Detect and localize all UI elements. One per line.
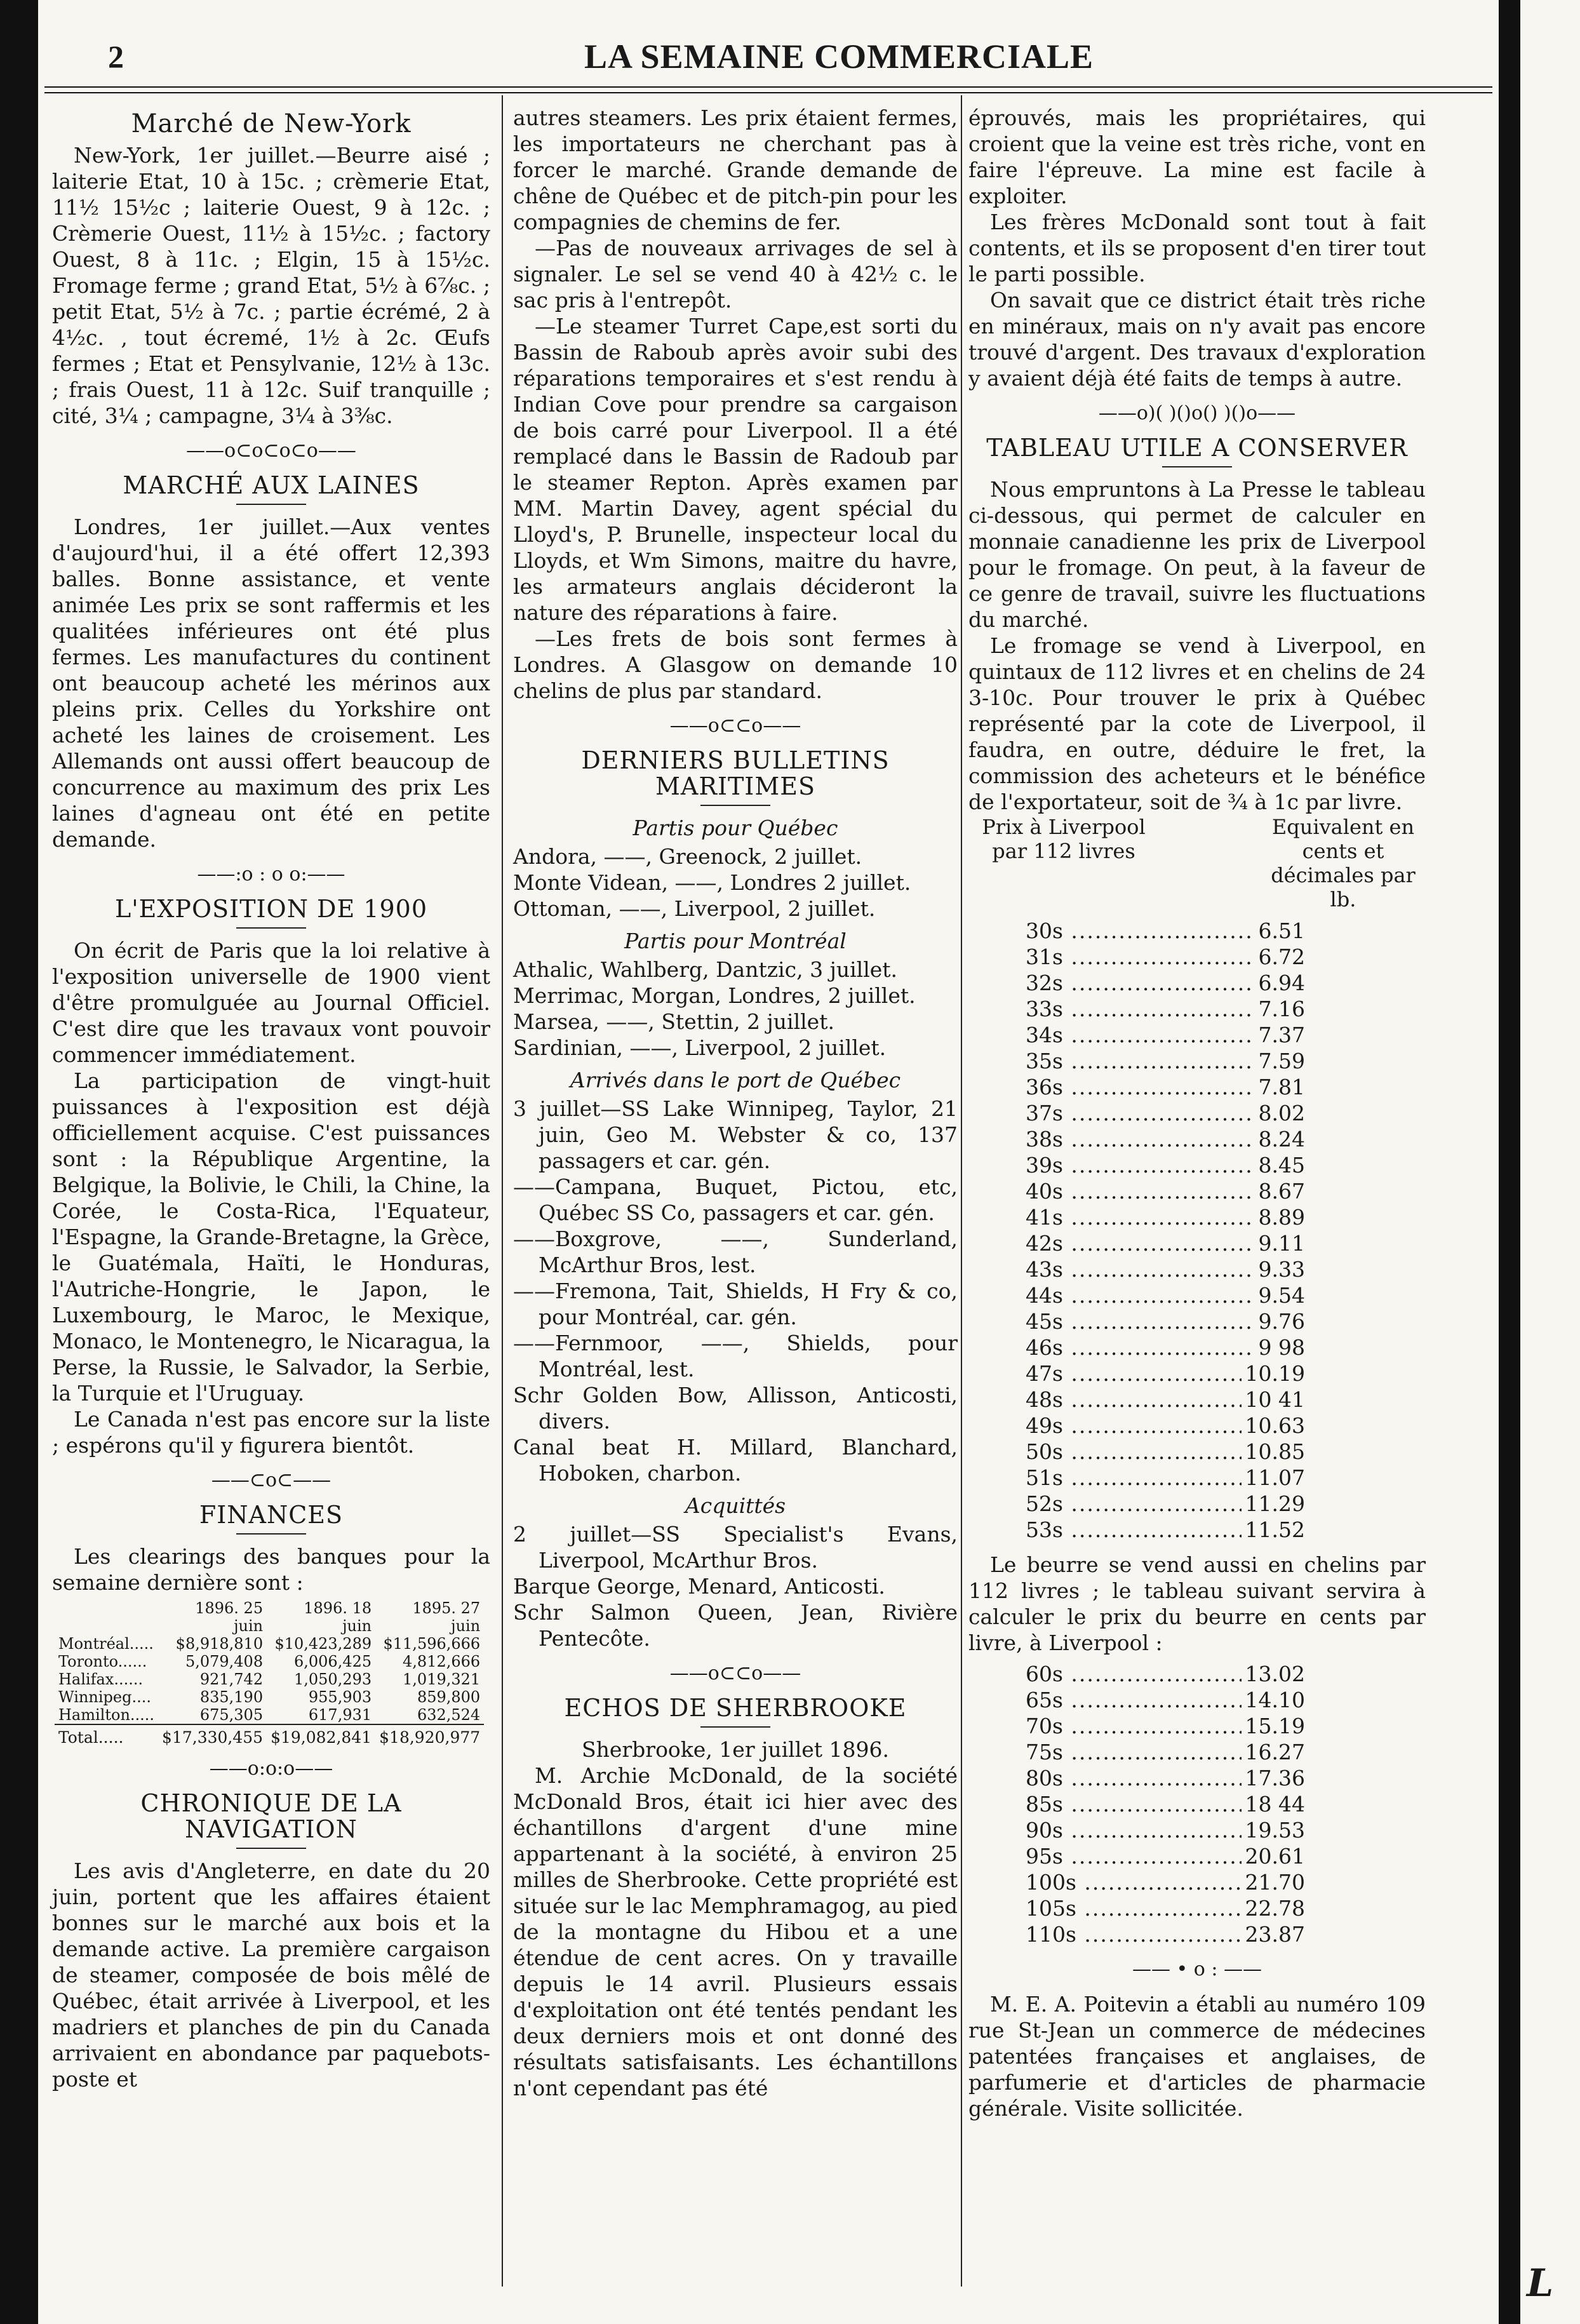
price-shillings: 80s .....	[1026, 1765, 1242, 1791]
column-rule	[502, 95, 503, 2287]
article-text-district: On savait que ce district était très riche en minéraux, mais on n'y avait pas encore trouvé d'argent. Des travaux d'exploration y avaient déjà été faits de temps à autre.	[968, 288, 1426, 391]
price-shillings: 100s .....	[1026, 1869, 1242, 1895]
price-row	[1026, 1713, 1305, 1739]
price-shillings: 51s .....	[1026, 1465, 1242, 1491]
table-cell: $11,596,666	[383, 1635, 481, 1653]
article-text-beurre: Le beurre se vend aussi en chelins par 112 livres ; le tableau suivant servira à calculer le prix du beurre en cents par livre, à Liverpool :	[968, 1552, 1426, 1655]
scan-right-edge	[1499, 0, 1520, 2324]
scan-left-edge	[0, 0, 38, 2324]
ornament: ——o:o:o——	[209, 1757, 333, 1780]
price-row	[1026, 1843, 1305, 1869]
table-cell: 859,800	[417, 1688, 481, 1706]
article-title-exposition: L'EXPOSITION DE 1900	[114, 895, 428, 923]
table-cell: 4,812,666	[403, 1653, 481, 1670]
price-cents: 9.33	[1258, 1257, 1305, 1282]
price-row	[1026, 1126, 1305, 1152]
dateline-sherbrooke: Sherbrooke, 1er juillet 1896.	[582, 1737, 889, 1762]
price-shillings: 42s .....	[1026, 1230, 1255, 1256]
short-rule	[700, 1726, 770, 1728]
list-item: Canal beat H. Millard, Blanchard, Hoboken, charbon.	[513, 1435, 958, 1486]
price-row	[1026, 918, 1305, 944]
list-item: ——Campana, Buquet, Pictou, etc, Québec SS Co, passagers et car. gén.	[513, 1174, 958, 1225]
table-cell: $19,082,841	[267, 1724, 375, 1747]
price-shillings: 70s .....	[1026, 1713, 1242, 1739]
table-cell: 6,006,425	[293, 1653, 372, 1670]
column-1	[52, 105, 490, 2092]
beurre-price-table	[968, 1661, 1426, 1947]
table-cell: Winnipeg....	[58, 1688, 151, 1706]
list-item: 3 juillet—SS Lake Winnipeg, Taylor, 21 juin, Geo M. Webster & co, 137 passagers et car. gén.	[513, 1096, 958, 1173]
price-row	[1026, 1491, 1305, 1517]
price-row	[1026, 1282, 1305, 1308]
price-shillings: 44s .....	[1026, 1282, 1255, 1308]
table-row	[55, 1670, 484, 1688]
price-row	[1026, 1152, 1305, 1178]
list-item: Barque George, Menard, Anticosti.	[513, 1574, 885, 1599]
list-item: Schr Salmon Queen, Jean, Rivière Pentecôte.	[513, 1600, 958, 1651]
table-cell: 675,305	[199, 1706, 264, 1724]
price-cents: 6.51	[1258, 918, 1305, 943]
price-row	[1026, 1921, 1305, 1947]
article-text-tableau-2: Le fromage se vend à Liverpool, en quintaux de 112 livres et en chelins de 24 3-10c. Pour trouver le prix à Québec représenté par la cote de Liverpool, il faudra, en outre, déduire le fret, la commission des acheteurs et le bénéfice de l'exportateur, soit de ¾ à 1c par livre.	[968, 633, 1426, 814]
ornament: ——o⊂⊂o——	[669, 1662, 801, 1684]
table-row	[55, 1688, 484, 1706]
price-row	[1026, 1022, 1305, 1048]
price-table-header	[968, 815, 1426, 911]
price-cents: 18 44	[1245, 1792, 1305, 1817]
ornament: —— • o : ——	[1132, 1958, 1262, 1980]
subheading-acquittes: Acquittés	[685, 1493, 786, 1518]
list-item: Schr Golden Bow, Allisson, Anticosti, divers.	[513, 1383, 958, 1434]
price-cents: 9 98	[1258, 1335, 1305, 1360]
price-row	[1026, 1308, 1305, 1334]
price-shillings: 39s .....	[1026, 1152, 1255, 1178]
table-cell: 1,019,321	[403, 1670, 481, 1688]
article-text-steamer: —Le steamer Turret Cape,est sorti du Bassin de Raboub après avoir subi des réparations temporaires et s'est rendu à Indian Cove pour prendre sa cargaison de bois carré pour Liverpool. Il a été remplacé dans le Bassin de Radoub par le steamer Repton. Après examen par MM. Martin Davey, agent spécial du Lloyd's, P. Brunelle, inspecteur local du Lloyds, et Wm Simons, maitre du havre, les armateurs anglais décideront la nature des réparations à faire.	[513, 314, 958, 625]
article-text-exposition-1: On écrit de Paris que la loi relative à l'exposition universelle de 1900 vient d'être promulguée au Journal Officiel. C'est dire que les travaux vont pouvoir commencer immédiatement.	[52, 938, 490, 1067]
article-text-frets: —Les frets de bois sont fermes à Londres. A Glasgow on demande 10 chelins de plus par standard.	[513, 626, 958, 703]
price-shillings: 52s .....	[1026, 1491, 1242, 1517]
table-cell: $18,920,977	[375, 1724, 484, 1747]
price-shillings: 34s .....	[1026, 1022, 1255, 1048]
price-cents: 9.76	[1258, 1309, 1305, 1334]
list-item: ——Fernmoor, ——, Shields, pour Montréal, lest.	[513, 1331, 958, 1381]
clearings-header: 1896. 18 juin	[304, 1599, 372, 1635]
table-cell: Hamilton.....	[58, 1706, 155, 1724]
price-cents: 16.27	[1245, 1740, 1305, 1764]
price-row	[1026, 1817, 1305, 1843]
price-row	[1026, 1048, 1305, 1074]
price-row	[1026, 1791, 1305, 1817]
price-shillings: 45s .....	[1026, 1308, 1255, 1334]
list-item: Monte Videan, ——, Londres 2 juillet.	[513, 870, 911, 895]
list-item: Marsea, ——, Stettin, 2 juillet.	[513, 1009, 834, 1034]
price-row	[1026, 1661, 1305, 1687]
table-cell: 835,190	[199, 1688, 264, 1706]
short-rule	[236, 504, 306, 505]
price-shillings: 110s .....	[1026, 1921, 1242, 1947]
price-cents: 6.72	[1258, 944, 1305, 969]
table-cell: 955,903	[308, 1688, 372, 1706]
price-row	[1026, 1178, 1305, 1204]
table-row	[55, 1635, 484, 1653]
column-2	[513, 105, 958, 2101]
price-cents: 7.59	[1258, 1049, 1305, 1073]
price-shillings: 46s .....	[1026, 1334, 1255, 1360]
price-row	[1026, 1256, 1305, 1282]
table-cell: Toronto......	[58, 1653, 147, 1670]
article-text-exposition-2: La participation de vingt-huit puissances à l'exposition est déjà officiellement acquise. C'est puissances sont : la République Argentine, la Belgique, la Bolivie, le Chili, la Chine, la Corée, le Costa-Rica, l'Equateur, l'Espagne, la Grande-Bretagne, la Grèce, le Guatémala, Haïti, le Honduras, l'Autriche-Hongrie, le Japon, le Luxembourg, le Maroc, le Mexique, Monaco, le Montenegro, le Nicaragua, la Perse, la Russie, le Salvador, la Serbie, la Turquie et l'Uruguay.	[52, 1068, 490, 1406]
price-shillings: 85s .....	[1026, 1791, 1242, 1817]
price-cents: 10 41	[1245, 1387, 1305, 1412]
subheading-arrives: Arrivés dans le port de Québec	[570, 1068, 901, 1092]
article-title-sherbrooke: ECHOS DE SHERBROOKE	[564, 1694, 907, 1722]
price-shillings: 32s .....	[1026, 970, 1255, 996]
ornament: ——o⊂o⊂o⊂o——	[186, 440, 356, 462]
price-row	[1026, 1895, 1305, 1921]
price-cents: 10.19	[1245, 1361, 1305, 1386]
article-title-laines: MARCHÉ AUX LAINES	[123, 471, 420, 499]
price-cents: 22.78	[1245, 1896, 1305, 1921]
price-shillings: 31s .....	[1026, 944, 1255, 970]
price-cents: 8.67	[1258, 1179, 1305, 1204]
table-cell: 617,931	[308, 1706, 372, 1724]
subheading-partis-montreal: Partis pour Montréal	[624, 929, 847, 953]
article-title-tableau: TABLEAU UTILE A CONSERVER	[986, 434, 1408, 462]
price-row	[1026, 1334, 1305, 1360]
ornament: ——o)( )()o() )()o——	[1098, 402, 1296, 424]
price-row	[1026, 1230, 1305, 1256]
list-item: Ottoman, ——, Liverpool, 2 juillet.	[513, 896, 876, 921]
price-row	[1026, 1387, 1305, 1413]
clearings-header	[55, 1599, 158, 1635]
price-shillings: 49s .....	[1026, 1413, 1242, 1439]
price-cents: 9.54	[1258, 1283, 1305, 1308]
price-shillings: 38s .....	[1026, 1126, 1255, 1152]
table-cell: 5,079,408	[185, 1653, 264, 1670]
price-cents: 7.16	[1258, 997, 1305, 1021]
table-cell: Halifax......	[58, 1670, 144, 1688]
price-shillings: 60s .....	[1026, 1661, 1242, 1687]
price-row	[1026, 1869, 1305, 1895]
price-row	[1026, 970, 1305, 996]
article-text-finances: Les clearings des banques pour la semaine dernière sont :	[52, 1544, 490, 1595]
table-cell: $8,918,810	[175, 1635, 264, 1653]
price-cents: 11.52	[1245, 1517, 1305, 1542]
short-rule	[1162, 466, 1232, 467]
price-row	[1026, 996, 1305, 1022]
price-row	[1026, 944, 1305, 970]
price-shillings: 36s .....	[1026, 1074, 1255, 1100]
price-header-right: Equivalent en cents et décimales par lb.	[1271, 815, 1416, 911]
price-shillings: 48s .....	[1026, 1387, 1242, 1413]
price-shillings: 90s .....	[1026, 1817, 1242, 1843]
price-row	[1026, 1765, 1305, 1791]
short-rule	[236, 927, 306, 929]
table-cell: $17,330,455	[158, 1724, 267, 1747]
price-shillings: 33s .....	[1026, 996, 1255, 1022]
column-rule	[961, 95, 962, 2287]
short-rule	[236, 1848, 306, 1849]
price-cents: 19.53	[1245, 1818, 1305, 1843]
article-title-navigation: CHRONIQUE DE LA NAVIGATION	[140, 1789, 402, 1843]
price-shillings: 65s .....	[1026, 1687, 1242, 1713]
clearings-header: 1895. 27 juin	[412, 1599, 481, 1635]
price-cents: 6.94	[1258, 971, 1305, 995]
list-item: ——Boxgrove, ——, Sunderland, McArthur Bros, lest.	[513, 1226, 958, 1277]
price-shillings: 37s .....	[1026, 1100, 1255, 1126]
table-cell: $10,423,289	[274, 1635, 372, 1653]
price-shillings: 75s .....	[1026, 1739, 1242, 1765]
table-cell: Montréal.....	[58, 1635, 154, 1653]
subheading-partis-quebec: Partis pour Québec	[633, 816, 838, 840]
price-shillings: 30s .....	[1026, 918, 1255, 944]
table-cell: Total.....	[55, 1724, 158, 1747]
table-total-row	[55, 1724, 484, 1747]
fromage-price-table	[968, 918, 1426, 1543]
price-row	[1026, 1100, 1305, 1126]
article-title-bulletins: DERNIERS BULLETINS MARITIMES	[581, 746, 890, 800]
table-cell: 632,524	[417, 1706, 481, 1724]
page-number: 2	[108, 39, 124, 74]
newspaper-title: LA SEMAINE COMMERCIALE	[584, 37, 1094, 76]
list-item: Sardinian, ——, Liverpool, 2 juillet.	[513, 1035, 887, 1060]
price-shillings: 41s .....	[1026, 1204, 1255, 1230]
price-row	[1026, 1360, 1305, 1387]
article-text-navigation-cont: autres steamers. Les prix étaient fermes, les importateurs ne cherchant pas à forcer le marché. Grande demande de chêne de Québec et de pitch-pin pour les compagnies de chemins de fer.	[513, 105, 958, 234]
list-item: Merrimac, Morgan, Londres, 2 juillet.	[513, 983, 916, 1008]
price-cents: 8.02	[1258, 1101, 1305, 1125]
price-shillings: 95s .....	[1026, 1843, 1242, 1869]
article-text-ny: New-York, 1er juillet.—Beurre aisé ; laiterie Etat, 10 à 15c. ; crèmerie Etat, 11½ 15½c ; laiterie Ouest, 9 à 12c. ; Crèmerie Ouest, 11½ à 15½c. ; factory Ouest, 8 à 11c. ; Elgin, 15 à 15½c. Fromage ferme ; grand Etat, 5½ à 6⅞c. ; petit Etat, 5½ à 7c. ; partie écrémé, 2 à 4½c. , tout écremé, 1½ à 2c. Œufs fermes ; Etat et Pensylvanie, 12½ à 13c. ; frais Ouest, 11 à 12c. Suif tranquille ; cité, 3¼ ; campagne, 3¼ à 3⅜c.	[52, 143, 490, 428]
price-row	[1026, 1465, 1305, 1491]
list-item: Andora, ——, Greenock, 2 juillet.	[513, 844, 862, 869]
table-row	[55, 1706, 484, 1724]
article-title-finances: FINANCES	[199, 1501, 344, 1529]
article-text-sherbrooke-cont: éprouvés, mais les propriétaires, qui croient que la veine est très riche, vont en faire l'épreuve. La mine est facile à exploiter.	[968, 105, 1426, 208]
price-cents: 8.24	[1258, 1127, 1305, 1152]
article-text-tableau-1: Nous empruntons à La Presse le tableau ci-dessous, qui permet de calculer en monnaie canadienne les prix de Liverpool pour le fromage. On peut, à la faveur de ce genre de travail, suivre les fluctuations du marché.	[968, 477, 1426, 632]
article-text-navigation: Les avis d'Angleterre, en date du 20 juin, portent que les affaires étaient bonnes sur le marché aux bois et la demande active. La première cargaison de steamer, composée de bois mêlé de Québec, était arrivée à Liverpool, et les madriers et planches de pin du Canada arrivaient en abondance par paquebots-poste et	[52, 1858, 490, 2092]
price-row	[1026, 1413, 1305, 1439]
price-shillings: 43s .....	[1026, 1256, 1255, 1282]
column-3	[968, 105, 1426, 2121]
list-item: Athalic, Wahlberg, Dantzic, 3 juillet.	[513, 957, 898, 982]
price-shillings: 47s .....	[1026, 1360, 1242, 1387]
article-text-mcdonald: Les frères McDonald sont tout à fait contents, et ils se proposent d'en tirer tout le parti possible.	[968, 210, 1426, 286]
article-text-sel: —Pas de nouveaux arrivages de sel à signaler. Le sel se vend 40 à 42½ c. le sac pris à l'entrepôt.	[513, 236, 958, 312]
price-row	[1026, 1739, 1305, 1765]
article-text-laines: Londres, 1er juillet.—Aux ventes d'aujourd'hui, il a été offert 12,393 balles. Bonne assistance, et vente animée Les prix se sont raffermis et les qualitées inférieures ont été plus fermes. Les manufactures du continent ont beaucoup acheté les mérinos aux pleins prix. Celles du Yorkshire ont acheté les laines de croisement. Les Allemands ont aussi offert beaucoup de concurrence au maximum des prix Les laines d'agneau ont été en petite demande.	[52, 514, 490, 852]
price-cents: 11.29	[1245, 1491, 1305, 1516]
article-text-sherbrooke: M. Archie McDonald, de la société McDonald Bros, était ici hier avec des échantillons d'argent d'une mine appartenant à la société, à environ 25 milles de Sherbrooke. Cette propriété est située sur le lac Memphramagog, au pied de la montagne du Hibou et a une étendue de cent acres. On y travaille depuis le 14 avril. Plusieurs essais d'exploitation ont été tentés pendant les deux derniers mois et ont donné des résultats satisfaisants. Les échantillons n'ont cependant pas été	[513, 1763, 958, 2100]
price-shillings: 105s .....	[1026, 1895, 1242, 1921]
price-shillings: 35s .....	[1026, 1048, 1255, 1074]
price-shillings: 50s .....	[1026, 1439, 1242, 1465]
price-shillings: 40s .....	[1026, 1178, 1255, 1204]
price-cents: 11.07	[1245, 1465, 1305, 1490]
price-header-left: Prix à Liverpool par 112 livres	[982, 815, 1146, 863]
article-text-poitevin: M. E. A. Poitevin a établi au numéro 109 rue St-Jean un commerce de médecines patentées françaises et anglaises, de parfumerie et d'articles de pharmacie générale. Visite sollicitée.	[968, 1992, 1426, 2121]
short-rule	[700, 805, 770, 806]
price-cents: 9.11	[1258, 1231, 1305, 1256]
price-cents: 13.02	[1245, 1662, 1305, 1686]
ornament: ——o⊂⊂o——	[669, 715, 801, 737]
price-cents: 10.63	[1245, 1413, 1305, 1438]
price-row	[1026, 1204, 1305, 1230]
price-row	[1026, 1517, 1305, 1543]
price-cents: 17.36	[1245, 1766, 1305, 1790]
table-cell: 921,742	[199, 1670, 264, 1688]
price-row	[1026, 1687, 1305, 1713]
table-row	[55, 1653, 484, 1670]
clearings-header: 1896. 25 juin	[195, 1599, 264, 1635]
price-row	[1026, 1439, 1305, 1465]
price-cents: 20.61	[1245, 1844, 1305, 1869]
price-row	[1026, 1074, 1305, 1100]
price-cents: 23.87	[1245, 1922, 1305, 1947]
price-cents: 8.89	[1258, 1205, 1305, 1230]
ornament: ——:o : o o:——	[197, 863, 345, 885]
price-cents: 15.19	[1245, 1714, 1305, 1738]
list-item: ——Fremona, Tait, Shields, H Fry & co, pour Montréal, car. gén.	[513, 1279, 958, 1329]
table-cell: 1,050,293	[293, 1670, 372, 1688]
short-rule	[236, 1533, 306, 1535]
price-cents: 8.45	[1258, 1153, 1305, 1178]
list-item: 2 juillet—SS Specialist's Evans, Liverpool, McArthur Bros.	[513, 1522, 958, 1573]
corner-letter: L	[1527, 2261, 1554, 2306]
ornament: ——⊂o⊂——	[211, 1469, 331, 1491]
price-cents: 10.85	[1245, 1439, 1305, 1464]
price-cents: 7.81	[1258, 1075, 1305, 1099]
article-title-ny: Marché de New-York	[131, 109, 412, 138]
price-cents: 21.70	[1245, 1870, 1305, 1895]
price-cents: 14.10	[1245, 1688, 1305, 1712]
clearings-table	[55, 1599, 484, 1747]
clearings-header-row	[55, 1599, 484, 1635]
header-rule	[44, 86, 1492, 93]
price-cents: 7.37	[1258, 1023, 1305, 1047]
article-text-exposition-3: Le Canada n'est pas encore sur la liste ; espérons qu'il y figurera bientôt.	[52, 1407, 490, 1458]
price-shillings: 53s .....	[1026, 1517, 1242, 1543]
